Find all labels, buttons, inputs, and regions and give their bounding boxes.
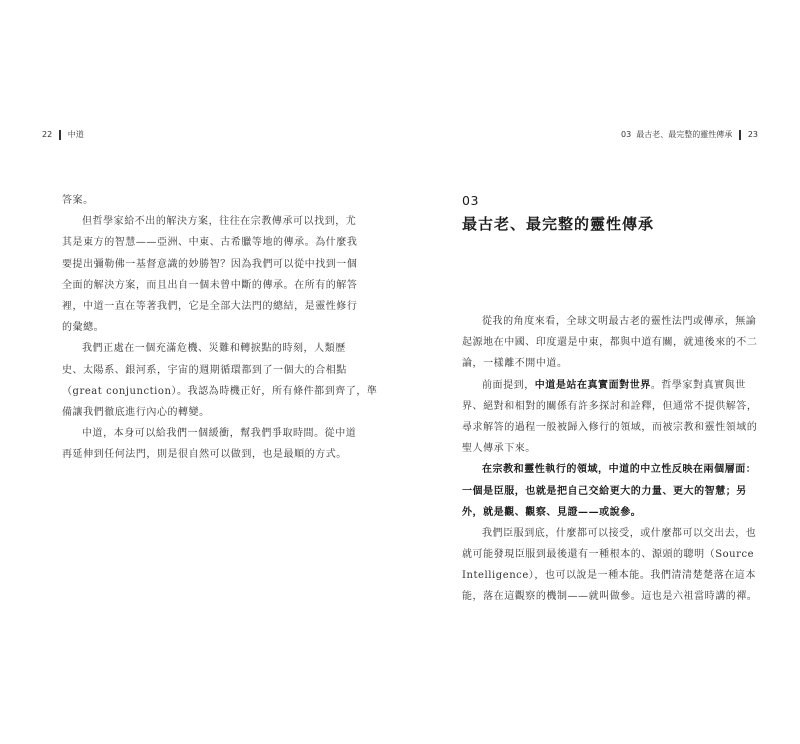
text-line: Intelligence），也可以說是一種本能。我們清清楚楚落在這本 [462,570,756,582]
book-title: 中道 [67,130,84,139]
text-line: 再延伸到任何法門，則是很自然可以做到，也是最順的方式。 [62,449,347,461]
text-line: 裡，中道一直在等著我們，它是全部大法門的總結，是靈性修行 [62,300,358,312]
text-line: 全面的解決方案，而且出自一個未曾中斷的傳承。在所有的解答 [62,279,358,291]
right-page-number: 23 [747,130,758,139]
chapter-title: 最古老、最完整的靈性傳承 [462,215,655,233]
text-line: 論，一樣離不開中道。 [462,358,568,370]
header-divider [739,130,741,140]
emphasized-line: 一個是臣服，也就是把自己交給更大的力量、更大的智慧；另 [462,485,747,497]
text-run: 前面提到， [482,379,535,391]
right-page [400,0,800,744]
emphasized-line: 外，就是觀、觀察、見證——或說參。 [462,506,642,518]
left-page-number: 22 [42,130,53,139]
text-line: 起源地在中國、印度還是中東，都與中道有關，就連後來的不二 [462,337,758,349]
text-line: 史、太陽系、銀河系，宇宙的週期循環都到了一個大的合相點 [62,364,347,376]
text-line: 我們正處在一個充滿危機、災難和轉捩點的時刻，人類歷 [82,343,346,355]
text-line: （great conjunction）。我認為時機正好，所有條件都到齊了，準 [62,385,378,397]
text-line: 我們臣服到底，什麼都可以接受，或什麼都可以交出去，也 [482,527,757,539]
header-chapter-title: 最古老、最完整的靈性傳承 [636,130,733,139]
text-line: 聖人傳承下來。 [462,443,536,455]
left-body-text [62,190,378,465]
text-run: 。哲學家對真實與世 [650,379,746,391]
text-line: 從我的角度來看，全球文明最古老的靈性法門或傳承，無論 [482,316,757,327]
text-line: 尋求解答的過程一般被歸入修行的領域，而被宗教和靈性領域的 [462,421,758,433]
text-line: 就可能發現臣服到最後還有一種根本的、源頭的聰明（Source [462,549,755,561]
text-line-mixed [462,375,752,396]
emphasized-text: 中道是站在真實面對世界 [534,379,651,391]
left-running-head [42,129,84,140]
right-running-head [621,129,758,140]
text-line: 的彙總。 [62,322,105,334]
text-line: 界、絕對和相對的關係有許多探討和詮釋，但通常不提供解答， [462,400,758,412]
text-line: 要提出彌勒佛一基督意識的妙勝智？因為我們可以從中找到一個 [62,258,358,270]
chapter-number: 03 [462,193,479,208]
header-chapter-number: 03 [621,130,632,139]
emphasized-line: 在宗教和靈性執行的領域，中道的中立性反映在兩個層面： [482,464,757,476]
text-line: 能，落在這觀察的機制——就叫做參。這也是六祖當時講的禪。 [462,591,758,603]
text-line: 答案。 [62,195,94,206]
text-line: 但哲學家給不出的解決方案，往往在宗教傳承可以找到，尤 [82,216,357,228]
text-line: 中道，本身可以給我們一個緩衝，幫我們爭取時間。從中道 [82,428,357,440]
header-divider [59,130,61,140]
text-line: 備讓我們徹底進行內心的轉變。 [62,406,210,418]
text-line: 其是東方的智慧——亞洲、中東、古希臘等地的傳承。為什麼我 [62,237,358,249]
right-body-text [462,311,758,608]
